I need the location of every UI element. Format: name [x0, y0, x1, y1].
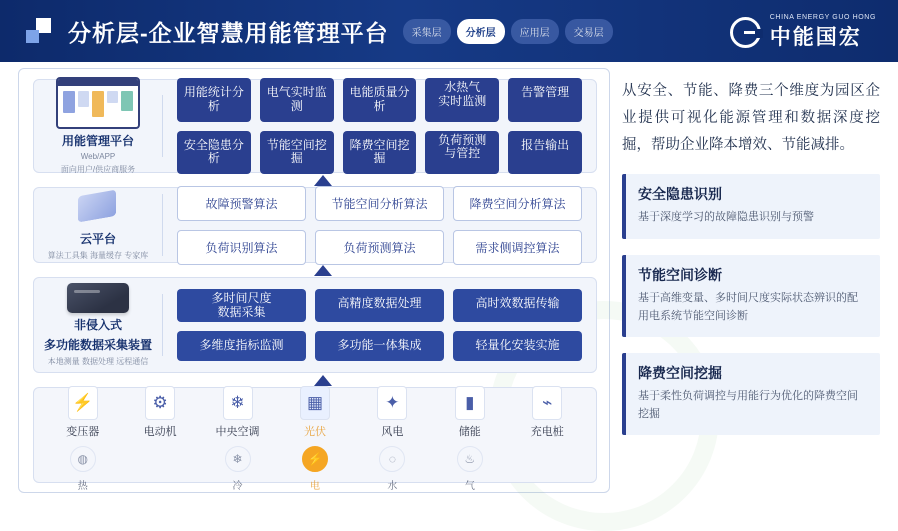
asset-label: 风电	[381, 426, 404, 438]
layer-app	[33, 79, 597, 173]
asset-motor[interactable]	[124, 386, 196, 439]
layer-device-sub: 本地测量 数据处理 远程通信	[47, 357, 149, 366]
layer-assets	[33, 387, 597, 492]
chip-water-heat-gas-line2: 实时监测	[438, 93, 487, 108]
layer-app-items	[163, 78, 596, 174]
asset-transformer[interactable]	[47, 386, 119, 492]
asset-label: 储能	[458, 426, 481, 438]
layer-device-name2: 多功能数据采集装置	[43, 338, 152, 352]
photovoltaic-icon: ▦	[300, 386, 330, 420]
data-collector-device-icon	[67, 283, 129, 313]
motor-icon: ⚙	[145, 386, 175, 420]
company-logo	[730, 14, 876, 51]
layer-app-label	[34, 77, 162, 175]
pill-analysis[interactable]: 分析层	[457, 19, 505, 44]
wind-power-icon: ✦	[377, 386, 407, 420]
electricity-label: 电	[309, 481, 320, 492]
chip-alarm-management[interactable]: 告警管理	[508, 78, 582, 122]
header-bar	[0, 0, 898, 62]
layer-app-sub1: Web/APP	[80, 152, 116, 161]
layer-cloud-name: 云平台	[79, 232, 116, 246]
heat-label: 热	[77, 481, 88, 492]
architecture-panel	[18, 68, 610, 493]
chip-demand-side-algorithm[interactable]: 需求侧调控算法	[453, 230, 582, 265]
asset-wind-power[interactable]	[356, 386, 428, 492]
page-title: 分析层-企业智慧用能管理平台	[68, 19, 389, 46]
layer-device-row1	[177, 289, 582, 323]
asset-photovoltaic[interactable]	[279, 386, 351, 492]
layer-cloud-label	[34, 189, 162, 261]
chip-fault-warning-algorithm[interactable]: 故障预警算法	[177, 186, 306, 221]
chip-energy-saving-mining[interactable]: 节能空间挖掘	[260, 131, 334, 175]
card-safety-hazard	[622, 174, 880, 239]
electricity-icon: ⚡	[302, 446, 328, 472]
cold-icon: ❄	[225, 446, 251, 472]
chip-load-forecast-line2: 与管控	[444, 146, 481, 161]
cloud-platform-icon	[70, 189, 126, 227]
card-title: 节能空间诊断	[638, 267, 722, 284]
logo-text-en: CHINA ENERGY GUO HONG	[769, 14, 876, 21]
chip-multi-timescale-collection[interactable]	[177, 289, 306, 323]
card-energy-saving	[622, 255, 880, 337]
central-ac-icon: ❄	[223, 386, 253, 420]
layer-device-name: 非侵入式	[73, 318, 122, 332]
pill-application[interactable]: 应用层	[511, 19, 559, 44]
brand-mark-icon	[26, 18, 52, 44]
heat-icon: ◍	[70, 446, 96, 472]
asset-central-ac[interactable]	[202, 386, 274, 492]
water-icon: ◌	[379, 446, 405, 472]
logo-ring-icon	[730, 17, 761, 48]
card-cost-reduction	[622, 353, 880, 435]
asset-energy-storage[interactable]	[434, 386, 506, 492]
layer-cloud-row2	[177, 230, 582, 265]
chip-water-heat-gas[interactable]	[425, 78, 499, 122]
card-title: 安全隐患识别	[638, 186, 722, 203]
card-title: 降费空间挖掘	[638, 365, 722, 382]
energy-storage-icon: ▮	[455, 386, 485, 420]
right-column	[622, 78, 880, 435]
chip-water-heat-gas-line1: 水热气	[444, 79, 481, 94]
chip-report-output[interactable]: 报告输出	[508, 131, 582, 175]
cold-label: 冷	[232, 481, 243, 492]
asset-label: 电动机	[143, 426, 177, 438]
intro-paragraph: 从安全、节能、降费三个维度为园区企业提供可视化能源管理和数据深度挖掘，帮助企业降本增效、节能减排。	[622, 83, 880, 153]
chip-load-forecast-line1: 负荷预测	[438, 132, 487, 147]
chip-multi-timescale-line2: 数据采集	[217, 304, 266, 319]
layer-device-row2	[177, 331, 582, 361]
layer-cloud	[33, 187, 597, 263]
layer-app-row2	[177, 131, 582, 175]
layer-device-label	[34, 283, 162, 367]
chip-power-quality[interactable]: 电能质量分析	[343, 78, 417, 122]
water-label: 水	[387, 481, 398, 492]
dashboard-icon	[56, 77, 140, 129]
chip-high-precision-processing[interactable]: 高精度数据处理	[315, 289, 444, 323]
asset-list	[34, 378, 596, 492]
layer-app-row1	[177, 78, 582, 122]
arrow-up-icon-2	[314, 265, 332, 276]
chip-load-forecast-algorithm[interactable]: 负荷预测算法	[315, 230, 444, 265]
card-desc: 基于柔性负荷调控与用能行为优化的降费空间挖掘	[638, 390, 858, 420]
asset-label: 中央空调	[215, 426, 260, 438]
layer-cloud-row1	[177, 186, 582, 221]
layer-app-sub2: 面向用户/供应商服务	[60, 165, 136, 174]
chip-multi-dimension-monitoring[interactable]: 多维度指标监测	[177, 331, 306, 361]
layer-device	[33, 277, 597, 373]
layer-cloud-sub: 算法工具集 海量缓存 专家库	[47, 251, 149, 260]
pill-trading[interactable]: 交易层	[565, 19, 613, 44]
asset-label: 变压器	[66, 426, 100, 438]
card-desc: 基于深度学习的故障隐患识别与预警	[638, 211, 814, 224]
asset-label: 充电桩	[530, 426, 564, 438]
card-desc: 基于高维变量、多时间尺度实际状态辨识的配用电系统节能空间诊断	[638, 292, 858, 322]
arrow-up-icon-1	[314, 175, 332, 186]
gas-icon: ♨	[457, 446, 483, 472]
asset-charging-pile[interactable]	[511, 386, 583, 439]
chip-multifunction-integration[interactable]: 多功能一体集成	[315, 331, 444, 361]
chip-energy-saving-algorithm[interactable]: 节能空间分析算法	[315, 186, 444, 221]
transformer-icon: ⚡	[68, 386, 98, 420]
chip-lightweight-installation[interactable]: 轻量化安装实施	[453, 331, 582, 361]
chip-electrical-monitoring[interactable]: 电气实时监测	[260, 78, 334, 122]
chip-cost-reduction-algorithm[interactable]: 降费空间分析算法	[453, 186, 582, 221]
layer-app-name: 用能管理平台	[61, 134, 134, 148]
chip-load-forecast-control[interactable]	[425, 131, 499, 175]
chip-multi-timescale-line1: 多时间尺度	[211, 290, 272, 305]
layer-cloud-items	[163, 186, 596, 265]
layer-pill-group	[403, 19, 613, 44]
chip-load-identification-algorithm[interactable]: 负荷识别算法	[177, 230, 306, 265]
chip-cost-reduction-mining[interactable]: 降费空间挖掘	[343, 131, 417, 175]
gas-label: 气	[464, 481, 475, 492]
asset-label: 光伏	[303, 426, 326, 438]
chip-high-efficiency-transmission[interactable]: 高时效数据传输	[453, 289, 582, 323]
chip-safety-hazard-analysis[interactable]: 安全隐患分析	[177, 131, 251, 175]
pill-collection[interactable]: 采集层	[403, 19, 451, 44]
charging-pile-icon: ⌁	[532, 386, 562, 420]
logo-text-cn: 中能国宏	[769, 26, 862, 49]
layer-device-items	[163, 289, 596, 361]
chip-usage-statistics[interactable]: 用能统计分析	[177, 78, 251, 122]
